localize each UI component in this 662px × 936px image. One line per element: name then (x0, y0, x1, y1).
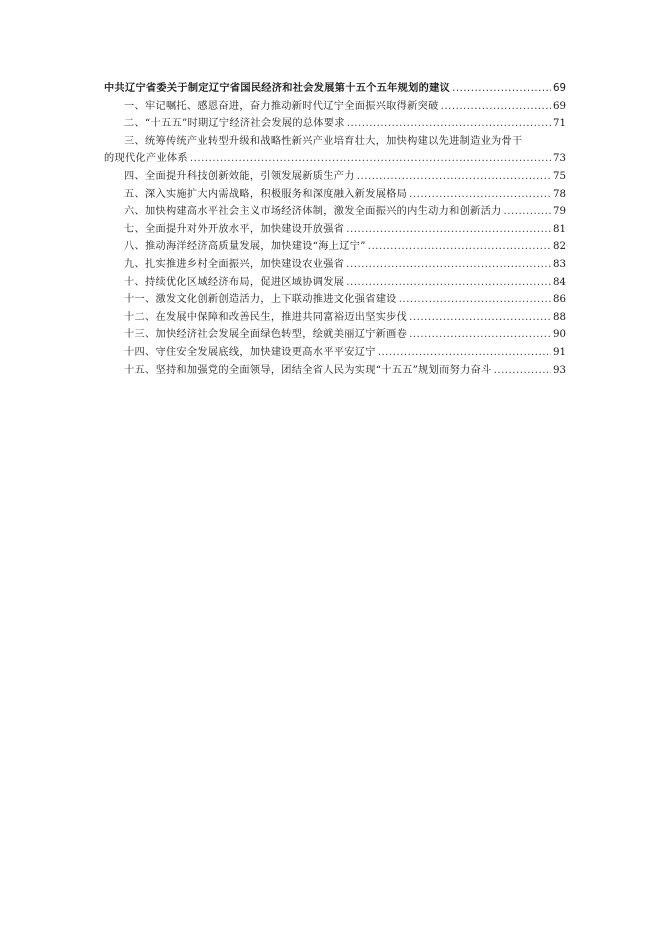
toc-entry[interactable] (104, 291, 566, 309)
toc-leader-dots (441, 98, 551, 116)
toc-leader-dots (409, 186, 551, 204)
toc-entry[interactable] (104, 309, 566, 327)
toc-entry-title: 八、推动海洋经济高质量发展，加快建设“海上辽宁” (124, 241, 366, 253)
toc-entry-page: 75 (553, 170, 566, 182)
toc-entry-page: 88 (553, 311, 566, 323)
toc-entry-title: 十一、激发文化创新创造活力，上下联动推进文化强省建设 (124, 294, 397, 306)
toc-entry-page: 81 (553, 223, 566, 235)
toc-entry[interactable] (104, 326, 566, 344)
toc-entry-page: 69 (553, 83, 566, 94)
toc-entry-title: 十三、加快经济社会发展全面绿色转型，绘就美丽辽宁新画卷 (124, 329, 408, 341)
toc-entry-page: 71 (553, 118, 566, 130)
toc-entry-main[interactable] (104, 80, 566, 98)
toc-entry[interactable] (104, 168, 566, 186)
toc-entry-page: 86 (553, 294, 566, 306)
toc-entry[interactable] (104, 238, 566, 256)
toc-entry-title: 二、“十五五”时期辽宁经济社会发展的总体要求 (124, 118, 345, 130)
toc-leader-dots (504, 203, 551, 221)
toc-entry-title: 十五、坚持和加强党的全面领导，团结全省人民为实现“十五五”规划而努力奋斗 (124, 364, 492, 376)
toc-entry-page: 93 (553, 364, 566, 376)
toc-entry-title: 十二、在发展中保障和改善民生，推进共同富裕迈出坚实步伐 (124, 311, 408, 323)
toc-entry-title: 三、统筹传统产业转型升级和战略性新兴产业培育壮大，加快构建以先进制造业为骨干 (124, 135, 523, 147)
toc-entry-page: 79 (553, 206, 566, 218)
toc-entry-page: 78 (553, 188, 566, 200)
toc-entry-page: 69 (553, 100, 566, 112)
toc-entry-line1[interactable] (104, 133, 566, 151)
toc-entry-title: 五、深入实施扩大内需战略，积极服务和深度融入新发展格局 (124, 188, 408, 200)
toc-entry-title: 九、扎实推进乡村全面振兴，加快建设农业强省 (124, 258, 345, 270)
toc-entry-title: 十、持续优化区域经济布局，促进区域协调发展 (124, 276, 345, 288)
toc-entry[interactable] (104, 362, 566, 380)
toc-entry-title: 中共辽宁省委关于制定辽宁省国民经济和社会发展第十五个五年规划的建议 (104, 83, 451, 94)
toc-entry[interactable] (104, 203, 566, 221)
toc-leader-dots (357, 168, 551, 186)
toc-entry-page: 84 (553, 276, 566, 288)
toc-leader-dots (409, 309, 551, 327)
toc-entry[interactable] (104, 256, 566, 274)
toc-leader-dots (494, 362, 551, 380)
toc-entry-page: 82 (553, 241, 566, 253)
toc-leader-dots (409, 326, 551, 344)
toc-entry[interactable] (104, 344, 566, 362)
toc-entry-page: 91 (553, 346, 566, 358)
table-of-contents (104, 80, 566, 379)
toc-leader-dots (452, 80, 551, 98)
toc-leader-dots (346, 256, 551, 274)
toc-entry-title: 六、加快构建高水平社会主义市场经济体制，激发全面振兴的内生动力和创新活力 (124, 206, 502, 218)
toc-leader-dots (190, 150, 551, 168)
toc-entry-title-continued: 的现代化产业体系 (104, 153, 188, 165)
toc-entry-page: 90 (553, 329, 566, 341)
toc-leader-dots (346, 274, 551, 292)
toc-entry[interactable] (104, 274, 566, 292)
toc-leader-dots (368, 238, 551, 256)
toc-entry[interactable] (104, 98, 566, 116)
toc-entry-title: 十四、守住安全发展底线，加快建设更高水平平安辽宁 (124, 346, 376, 358)
toc-entry-title: 一、牢记嘱托、感恩奋进，奋力推动新时代辽宁全面振兴取得新突破 (124, 100, 439, 112)
toc-leader-dots (399, 291, 551, 309)
toc-leader-dots (347, 115, 551, 133)
toc-entry[interactable] (104, 186, 566, 204)
toc-entry[interactable] (104, 115, 566, 133)
toc-entry-line2[interactable] (104, 150, 566, 168)
toc-entry[interactable] (104, 221, 566, 239)
toc-entry-page: 73 (553, 153, 566, 165)
toc-leader-dots (378, 344, 551, 362)
toc-entry-page: 83 (553, 258, 566, 270)
toc-entry-title: 四、全面提升科技创新效能，引领发展新质生产力 (124, 170, 355, 182)
toc-leader-dots (346, 221, 551, 239)
toc-entry-title: 七、全面提升对外开放水平，加快建设开放强省 (124, 223, 345, 235)
